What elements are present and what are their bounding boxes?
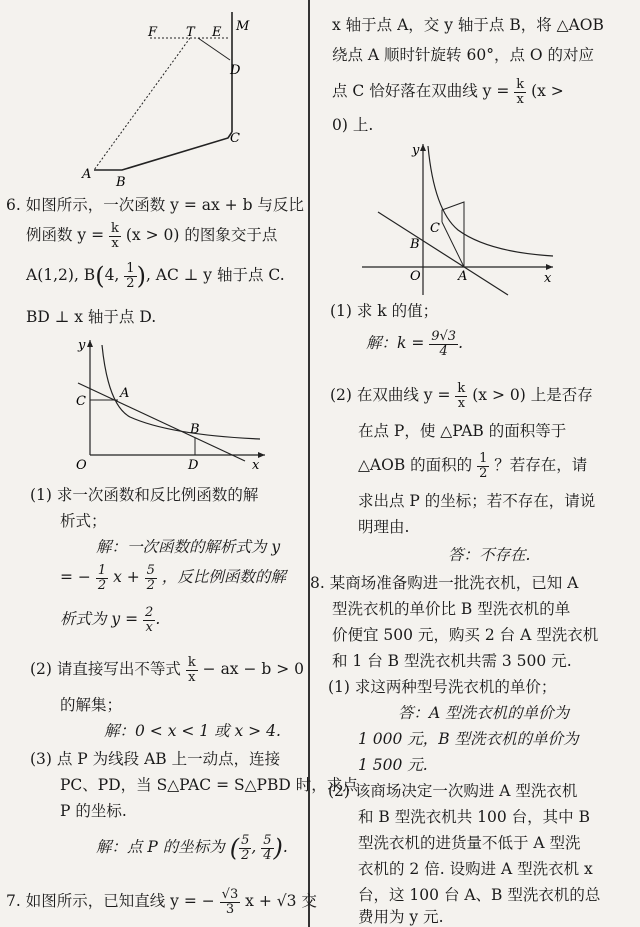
q8-line1: 8. 某商场准备购进一批洗衣机，已知 A (310, 574, 579, 592)
q6-line2: 例函数 y = $\frac{k}{x}$ (x > 0) 的图象交于点 (26, 221, 278, 251)
q6-part1-line2: 析式； (60, 512, 107, 530)
fig-top-label-D: D (230, 63, 241, 78)
q6-fig-label-x: x (252, 458, 260, 473)
q8-part1: (1) 求这两种型号洗衣机的单价； (328, 678, 557, 696)
q7-line5: 0) 上. (332, 116, 374, 134)
q6-answer1-line1: 解：一次函数的解析式为 y (96, 538, 281, 556)
q8-part2-line6: 费用为 y 元. (358, 908, 444, 926)
q7-part2-line1: (2) 在双曲线 y = $\frac{k}{x}$ (x > 0) 上是否存 (330, 381, 593, 411)
q6-answer1-line2: = − $\frac{1}{2}$ x + $\frac{5}{2}$ ，反比例函数的解 (60, 563, 286, 593)
fig-top-label-M: M (236, 19, 250, 34)
fig-top-label-F: F (148, 25, 158, 40)
q8-answer1-line2: 1 000 元，B 型洗衣机的单价为 (358, 730, 579, 748)
q8-part2-line3: 型洗衣机的进货量不低于 A 型洗 (358, 834, 581, 852)
top-figure (80, 8, 260, 188)
q6-line4: BD ⊥ x 轴于点 D. (26, 308, 157, 326)
q6-fig-label-D: D (188, 458, 199, 473)
q6-line1: 6. 如图所示，一次函数 y = ax + b 与反比 (6, 196, 304, 214)
q8-line2: 型洗衣机的单价比 B 型洗衣机的单 (332, 600, 571, 618)
q7-line3: 绕点 A 顺时针旋转 60°，点 O 的对应 (332, 46, 595, 64)
fig-top-label-C: C (230, 131, 240, 146)
q6-part2-line1: (2) 请直接写出不等式 $\frac{k}{x}$ − ax − b > 0 (30, 655, 305, 685)
q8-line4: 和 1 台 B 型洗衣机共需 3 500 元. (332, 652, 572, 670)
q7-part2-line5: 明理由. (358, 518, 410, 536)
q7-fig-label-x: x (544, 271, 552, 286)
q6-figure (60, 335, 270, 475)
q6-part1-line1: (1) 求一次函数和反比例函数的解 (30, 486, 259, 504)
q6-fig-label-A: A (120, 386, 130, 401)
fig-top-label-A: A (82, 167, 92, 182)
q7-part2-line4: 求出点 P 的坐标；若不存在，请说 (358, 492, 596, 510)
q6-fig-label-O: O (76, 458, 87, 473)
q7-part1: (1) 求 k 的值； (330, 302, 439, 320)
q7-part2-line2: 在点 P，使 △PAB 的面积等于 (358, 422, 567, 440)
q7-fig-label-O: O (410, 269, 421, 284)
q6-line3: A(1,2), B(4, $\frac{1}{2}$ ), AC ⊥ y 轴于点 C. (26, 261, 285, 291)
fig-top-label-E: E (212, 25, 222, 40)
q6-answer3: 解：点 P 的坐标为 ( $\frac{5}{2}$ , $\frac{5}{4}$ ). (96, 833, 288, 863)
q7-line1: 7. 如图所示，已知直线 y = − $\frac{√3}{3}$ x + √3 交 (6, 887, 317, 917)
q7-part2-line3: △AOB 的面积的 $\frac{1}{2}$ ？若存在，请 (358, 451, 588, 481)
q7-figure (358, 140, 558, 300)
q6-part2-line2: 的解集； (60, 696, 123, 714)
q6-part3-line3: P 的坐标. (60, 802, 127, 820)
q8-answer1-line1: 答：A 型洗衣机的单价为 (398, 704, 570, 722)
q8-part2-line5: 台，这 100 台 A、B 型洗衣机的总 (358, 886, 601, 904)
q7-fig-label-B: B (410, 237, 420, 252)
q8-answer1-line3: 1 500 元. (358, 756, 428, 774)
q8-part2-line1: (2) 该商场决定一次购进 A 型洗衣机 (328, 782, 578, 800)
fig-top-label-T: T (186, 25, 195, 40)
q6-fig-label-y: y (78, 338, 86, 353)
q8-part2-line4: 衣机的 2 倍. 设购进 A 型洗衣机 x (358, 860, 593, 878)
q6-fig-label-C: C (76, 394, 86, 409)
q7-fig-label-C: C (430, 221, 440, 236)
fig-top-label-B: B (116, 175, 126, 188)
q7-answer1: 解：k = $\frac{9√3}{4}$ . (366, 329, 464, 359)
q7-line2: x 轴于点 A，交 y 轴于点 B，将 △AOB (332, 16, 604, 34)
q6-part3-line1: (3) 点 P 为线段 AB 上一动点，连接 (30, 750, 281, 768)
q6-part3-line2: PC、PD，当 S△PAC = S△PBD 时，求点 (60, 776, 358, 794)
q8-line3: 价便宜 500 元，购买 2 台 A 型洗衣机 (332, 626, 599, 644)
q8-part2-line2: 和 B 型洗衣机共 100 台，其中 B (358, 808, 591, 826)
q7-fig-label-y: y (412, 143, 420, 158)
q7-fig-label-A: A (458, 269, 468, 284)
q6-answer1-line3: 析式为 y = $\frac{2}{x}$ . (60, 605, 161, 635)
q7-answer2: 答：不存在. (448, 546, 531, 564)
q6-answer2: 解：0 < x < 1 或 x > 4. (104, 722, 281, 740)
q6-fig-label-B: B (190, 422, 200, 437)
q7-line4: 点 C 恰好落在双曲线 y = $\frac{k}{x}$ (x > (332, 77, 564, 107)
